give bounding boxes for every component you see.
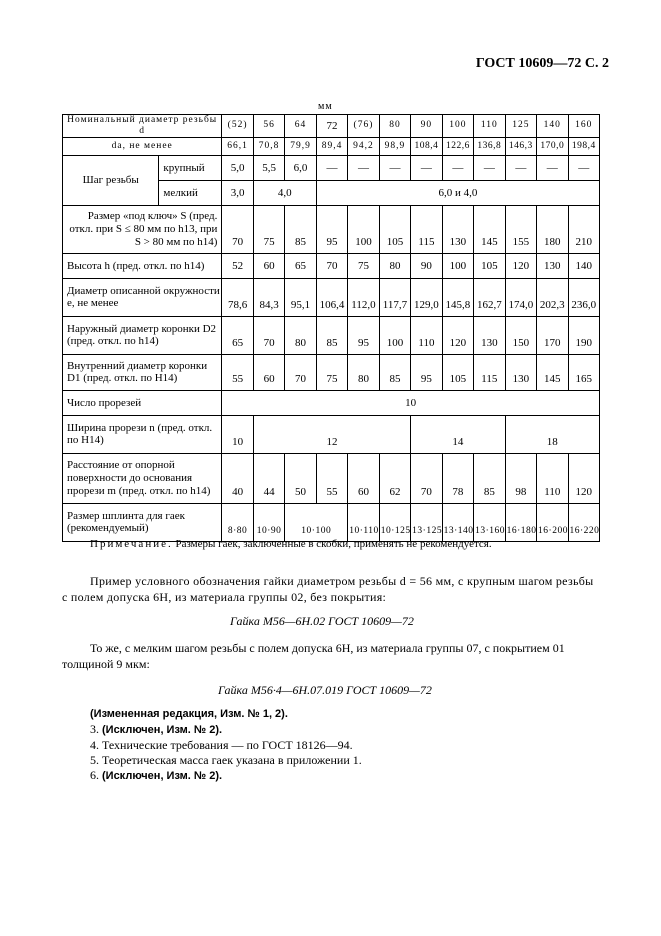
example-paragraph-1: Пример условного обозначения гайки диаметром резьбы d = 56 мм, с крупным шагом резьбы с полем допуска 6H, из материала группы 02, без покрытия:: [62, 574, 594, 604]
table-row: [63, 354, 600, 390]
row-label: мелкий: [159, 180, 222, 205]
table-cell: 115: [411, 205, 442, 253]
table-cell: 14: [411, 415, 505, 453]
table-cell: —: [316, 155, 347, 180]
table-cell: 80: [379, 253, 410, 278]
list-item-text: (Измененная редакция, Изм. № 1, 2).: [90, 708, 288, 720]
list-item: 5. Теоретическая масса гаек указана в приложении 1.: [90, 753, 362, 767]
table-cell: —: [379, 155, 410, 180]
table-cell: —: [411, 155, 442, 180]
table-cell: 100: [442, 253, 473, 278]
list-item-number: 3.: [90, 722, 102, 736]
list-item: [90, 768, 362, 784]
table-row: [63, 278, 600, 316]
table-row: [63, 253, 600, 278]
table-cell: 89,4: [316, 137, 347, 155]
table-cell: —: [505, 155, 536, 180]
table-cell: 136,8: [474, 137, 505, 155]
table-cell: 13·125: [411, 503, 442, 541]
table-cell: (52): [222, 115, 253, 138]
row-label: Размер «под ключ» S (пред. откл. при S ≤ 80 мм по h13, при S > 80 мм по h14): [63, 205, 222, 253]
table-row: [63, 316, 600, 354]
table-cell: 16·200: [537, 503, 568, 541]
table-cell: 85: [379, 354, 410, 390]
table-cell: 198,4: [568, 137, 599, 155]
table-row: [63, 503, 600, 541]
table-cell: 122,6: [442, 137, 473, 155]
table-cell: 120: [505, 253, 536, 278]
table-cell: 130: [505, 354, 536, 390]
table-cell: 129,0: [411, 278, 442, 316]
table-cell: 56: [253, 115, 284, 138]
table-cell: 70: [411, 453, 442, 503]
list-item: [90, 706, 362, 722]
table-cell: 160: [568, 115, 599, 138]
table-cell: —: [474, 155, 505, 180]
table-cell: 78: [442, 453, 473, 503]
row-label: Внутренний диаметр коронки D1 (пред. откл. по H14): [63, 354, 222, 390]
table-cell: 202,3: [537, 278, 568, 316]
table-cell: 70: [285, 354, 316, 390]
table-cell: 120: [568, 453, 599, 503]
units-label: мм: [318, 101, 333, 112]
table-cell: 140: [537, 115, 568, 138]
table-cell: (76): [348, 115, 379, 138]
table-cell: 8·80: [222, 503, 253, 541]
table-cell: 70: [253, 316, 284, 354]
table-cell: 10·110: [348, 503, 379, 541]
table-cell: 150: [505, 316, 536, 354]
table-note: [90, 538, 492, 550]
table-cell: 80: [285, 316, 316, 354]
table-cell: 174,0: [505, 278, 536, 316]
table-cell: 75: [253, 205, 284, 253]
table-cell: 84,3: [253, 278, 284, 316]
table-cell: 110: [474, 115, 505, 138]
table-cell: 106,4: [316, 278, 347, 316]
table-cell: 110: [411, 316, 442, 354]
table-cell: 75: [316, 354, 347, 390]
table-cell: 85: [285, 205, 316, 253]
table-cell: 4,0: [253, 180, 316, 205]
table-cell: 130: [442, 205, 473, 253]
table-cell: 162,7: [474, 278, 505, 316]
table-cell: 105: [379, 205, 410, 253]
table-cell: 95: [316, 205, 347, 253]
table-cell: 6,0: [285, 155, 316, 180]
table-cell: 90: [411, 253, 442, 278]
table-cell: 3,0: [222, 180, 253, 205]
table-cell: 94,2: [348, 137, 379, 155]
table-cell: 125: [505, 115, 536, 138]
table-cell: 5,5: [253, 155, 284, 180]
table-cell: 50: [285, 453, 316, 503]
table-cell: 6,0 и 4,0: [316, 180, 599, 205]
table-row: [63, 155, 600, 180]
table-cell: 85: [474, 453, 505, 503]
table-cell: 5,0: [222, 155, 253, 180]
table-cell: 145: [474, 205, 505, 253]
table-cell: 16·180: [505, 503, 536, 541]
table-cell: 70: [316, 253, 347, 278]
table-row: [63, 205, 600, 253]
table-cell: —: [537, 155, 568, 180]
row-label: Шаг резьбы: [63, 155, 159, 205]
table-cell: 210: [568, 205, 599, 253]
table-cell: 64: [285, 115, 316, 138]
table-cell: 10·90: [253, 503, 284, 541]
table-cell: —: [348, 155, 379, 180]
designation-2: Гайка М56·4—6Н.07.019 ГОСТ 10609—72: [218, 683, 432, 697]
table-cell: 98: [505, 453, 536, 503]
table-cell: 140: [568, 253, 599, 278]
table-cell: 98,9: [379, 137, 410, 155]
table-row: [63, 115, 600, 138]
table-cell: 62: [379, 453, 410, 503]
table-row: [63, 415, 600, 453]
dimensions-table: [62, 114, 600, 542]
table-cell: 165: [568, 354, 599, 390]
table-cell: 105: [474, 253, 505, 278]
table-cell: 10·125: [379, 503, 410, 541]
table-cell: 80: [379, 115, 410, 138]
table-cell: 10: [222, 415, 253, 453]
table-cell: 66,1: [222, 137, 253, 155]
row-label: Число прорезей: [63, 390, 222, 415]
table-cell: —: [568, 155, 599, 180]
list-item-text: (Исключен, Изм. № 2).: [102, 724, 223, 736]
table-cell: 95,1: [285, 278, 316, 316]
table-cell: 40: [222, 453, 253, 503]
row-label: Расстояние от опорной поверхности до основания прорези m (пред. откл. по h14): [63, 453, 222, 503]
list-item-number: 6.: [90, 768, 102, 782]
row-label: крупный: [159, 155, 222, 180]
table-cell: 16·220: [568, 503, 599, 541]
table-cell: 79,9: [285, 137, 316, 155]
row-label: da, не менее: [63, 137, 222, 155]
table-cell: 100: [379, 316, 410, 354]
table-cell: 170: [537, 316, 568, 354]
table-cell: 44: [253, 453, 284, 503]
table-cell: 190: [568, 316, 599, 354]
table-cell: 95: [348, 316, 379, 354]
designation-1: Гайка М56—6Н.02 ГОСТ 10609—72: [230, 614, 414, 628]
table-row: [63, 137, 600, 155]
table-row: [63, 390, 600, 415]
table-cell: 60: [253, 354, 284, 390]
table-cell: 90: [411, 115, 442, 138]
page-header: ГОСТ 10609—72 С. 2: [475, 56, 609, 71]
table-cell: 13·160: [474, 503, 505, 541]
table-cell: 100: [442, 115, 473, 138]
table-cell: 100: [348, 205, 379, 253]
table-cell: 170,0: [537, 137, 568, 155]
note-text: Размеры гаек, заключенные в скобки, применять не рекомендуется.: [172, 538, 492, 550]
row-label: Высота h (пред. откл. по h14): [63, 253, 222, 278]
table-cell: 65: [285, 253, 316, 278]
table-cell: 18: [505, 415, 599, 453]
example-paragraph-2: То же, с мелким шагом резьбы с полем допуска 6Н, из материала группы 07, с покрытием 01 толщиной 9 мкм:: [62, 641, 565, 671]
table-cell: 117,7: [379, 278, 410, 316]
list-item-text: (Исключен, Изм. № 2).: [102, 770, 223, 782]
table-cell: 12: [253, 415, 410, 453]
table-cell: 55: [222, 354, 253, 390]
table-cell: 236,0: [568, 278, 599, 316]
table-cell: 70,8: [253, 137, 284, 155]
table-cell: 105: [442, 354, 473, 390]
table-cell: 13·140: [442, 503, 473, 541]
table-cell: 130: [474, 316, 505, 354]
table-cell: 75: [348, 253, 379, 278]
table-cell: 70: [222, 205, 253, 253]
table-row: [63, 453, 600, 503]
row-label: Наружный диаметр коронки D2 (пред. откл. по h14): [63, 316, 222, 354]
table-cell: 65: [222, 316, 253, 354]
table-cell: 80: [348, 354, 379, 390]
table-cell: 55: [316, 453, 347, 503]
row-label: Размер шплинта для гаек (рекомендуемый): [63, 503, 222, 541]
row-label: Номинальный диаметр резьбы d: [63, 115, 222, 138]
table-cell: 72: [316, 115, 347, 138]
table-cell: —: [442, 155, 473, 180]
row-label: Ширина прорези n (пред. откл. по H14): [63, 415, 222, 453]
table-cell: 145,8: [442, 278, 473, 316]
table-cell: 112,0: [348, 278, 379, 316]
table-cell: 60: [253, 253, 284, 278]
table-cell: 60: [348, 453, 379, 503]
list-item: 4. Технические требования — по ГОСТ 18126—94.: [90, 738, 353, 752]
table-cell: 108,4: [411, 137, 442, 155]
table-cell: 78,6: [222, 278, 253, 316]
table-cell: 146,3: [505, 137, 536, 155]
table-cell: 130: [537, 253, 568, 278]
row-label: Диаметр описанной окружности e, не менее: [63, 278, 222, 316]
table-cell: 10: [222, 390, 600, 415]
table-cell: 120: [442, 316, 473, 354]
table-cell: 110: [537, 453, 568, 503]
table-cell: 155: [505, 205, 536, 253]
table-cell: 95: [411, 354, 442, 390]
note-head: Примечание.: [90, 538, 173, 550]
table-cell: 115: [474, 354, 505, 390]
table-cell: 52: [222, 253, 253, 278]
table-cell: 180: [537, 205, 568, 253]
table-cell: 145: [537, 354, 568, 390]
list-item: [90, 722, 362, 738]
revision-list: [90, 706, 362, 784]
table-cell: 85: [316, 316, 347, 354]
table-cell: 10·100: [285, 503, 348, 541]
